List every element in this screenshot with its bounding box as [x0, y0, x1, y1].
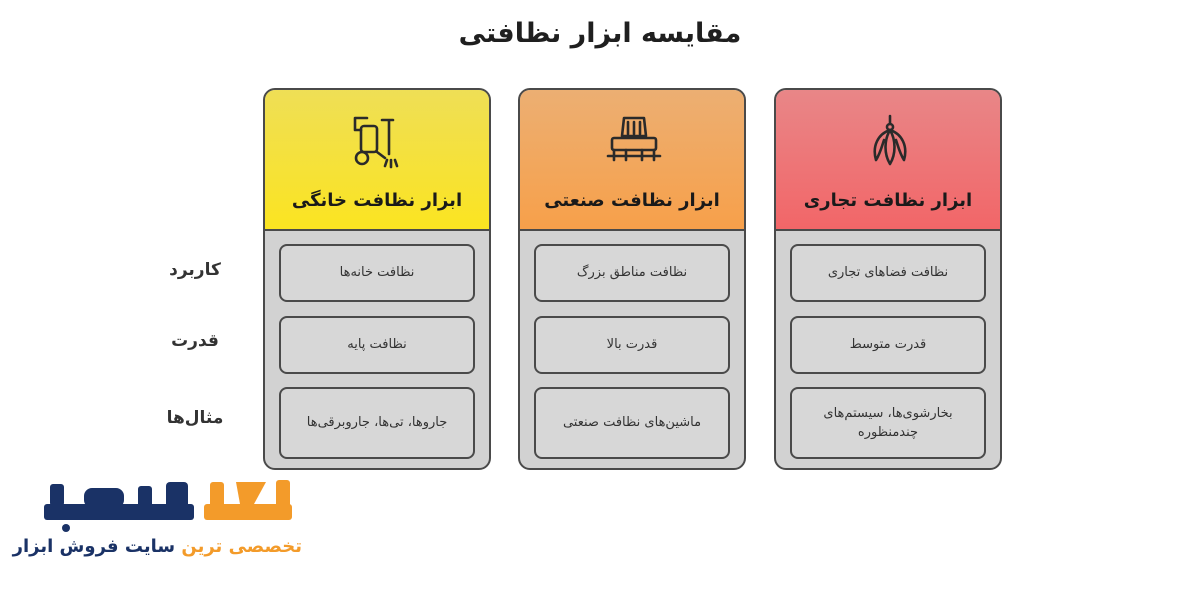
column-commercial-title: ابزار نظافت تجاری [803, 190, 973, 211]
diagram-title: مقایسه ابزار نظافتی [458, 18, 742, 49]
column-commercial [774, 88, 1002, 470]
column-industrial [518, 88, 746, 470]
column-household-header [265, 90, 489, 231]
cell-household-power: نظافت پایه [279, 316, 475, 374]
column-household [263, 88, 491, 470]
cell-household-usage: نظافت خانه‌ها [279, 244, 475, 302]
pressure-washer-icon [349, 112, 409, 172]
cell-industrial-examples: ماشین‌های نظافت صنعتی [534, 387, 730, 459]
cell-industrial-usage: نظافت مناطق بزرگ [534, 244, 730, 302]
cell-household-examples: جاروها، تی‌ها، جاروبرقی‌ها [279, 387, 475, 459]
floor-scrubber-icon [604, 112, 664, 172]
column-industrial-title: ابزار نظافت صنعتی [544, 190, 720, 211]
brand-tagline: تخصصی ترین سایت فروش ابزار [12, 536, 302, 557]
cell-commercial-usage: نظافت فضاهای تجاری [790, 244, 986, 302]
cell-industrial-power: قدرت بالا [534, 316, 730, 374]
cell-commercial-power: قدرت متوسط [790, 316, 986, 374]
cell-commercial-examples: بخارشوی‌ها، سیستم‌های چندمنظوره [790, 387, 986, 459]
row-label-usage: کاربرد [169, 260, 221, 280]
row-label-power: قدرت [171, 331, 219, 351]
column-commercial-header [776, 90, 1000, 231]
column-household-title: ابزار نظافت خانگی [291, 190, 463, 211]
brand-logo[interactable] [12, 478, 310, 568]
grabber-claw-icon [860, 112, 920, 172]
row-label-examples: مثال‌ها [166, 408, 224, 428]
brand-logo-wordmark [40, 478, 300, 534]
column-industrial-header [520, 90, 744, 231]
